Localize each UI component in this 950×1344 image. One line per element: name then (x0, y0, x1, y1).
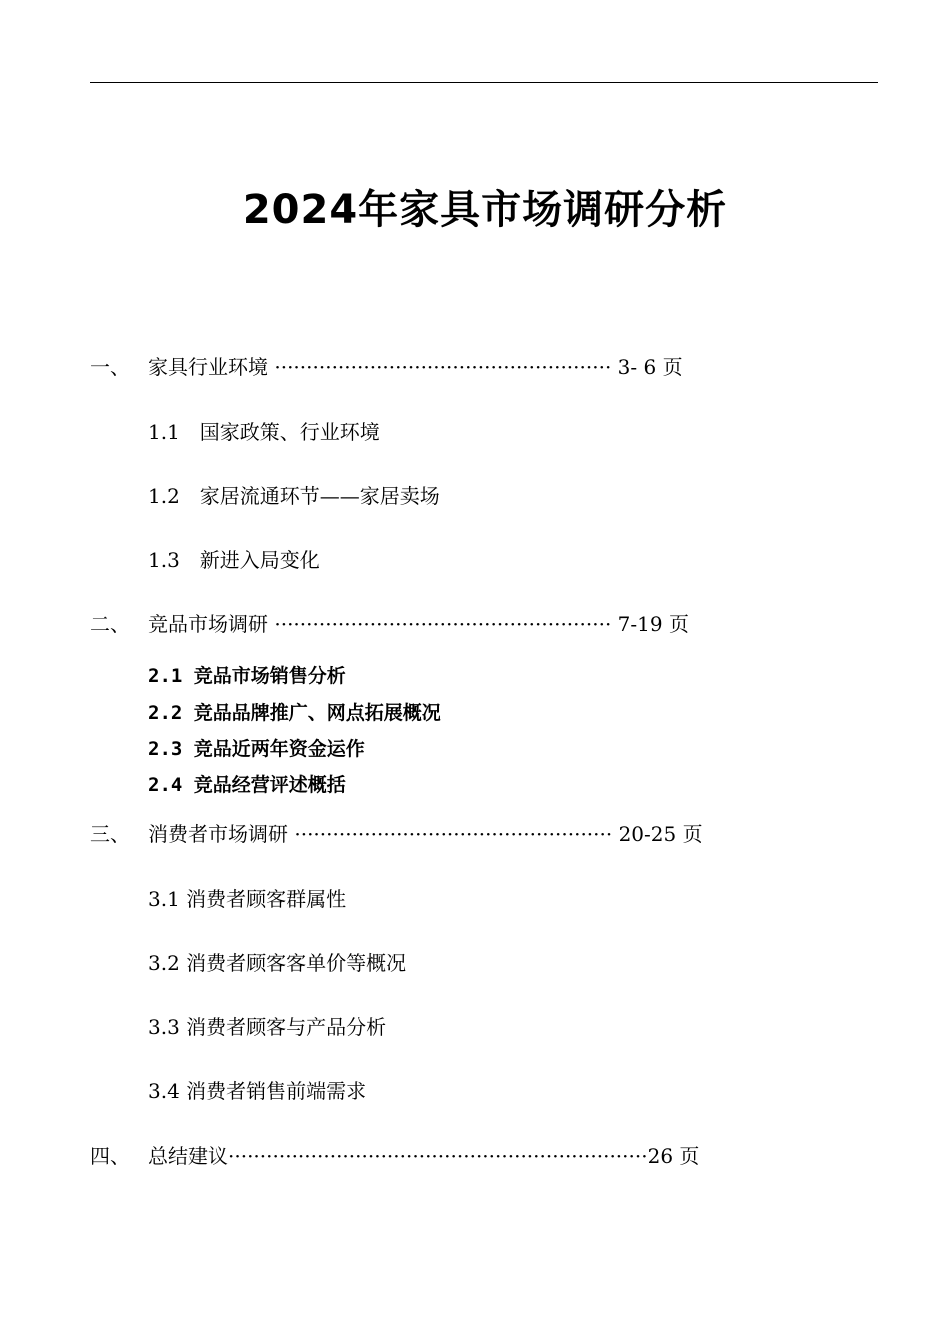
document-title: 2024年家具市场调研分析 (242, 187, 728, 233)
toc-item-3-2: 3.2 消费者顾客客单价等概况 (148, 951, 407, 975)
toc-item-2-4: 2.4 竞品经营评述概括 (148, 774, 346, 796)
toc-section-text: 竞品市场调研 ····················································· 7-19 页 (148, 612, 689, 636)
toc-section-number: 三、 (90, 822, 130, 846)
toc-item-3-1: 3.1 消费者顾客群属性 (148, 887, 347, 911)
toc-item-2-3: 2.3 竞品近两年资金运作 (148, 738, 365, 760)
toc-section-text: 家具行业环境 ····················································· 3- 6 页 (148, 355, 683, 379)
toc-section-text: 消费者市场调研 ·················································· 20-25 页 (148, 822, 703, 846)
toc-section-text: 总结建议··································································26 页 (148, 1144, 700, 1168)
toc-item-2-1: 2.1 竞品市场销售分析 (148, 665, 346, 687)
toc-section-number: 四、 (90, 1144, 130, 1168)
toc-section-number: 二、 (90, 612, 130, 636)
toc-item-2-2: 2.2 竞品品牌推广、网点拓展概况 (148, 702, 441, 724)
toc-item-1-1: 1.1 国家政策、行业环境 (148, 420, 380, 444)
toc-item-1-3: 1.3 新进入局变化 (148, 548, 320, 572)
toc-item-3-4: 3.4 消费者销售前端需求 (148, 1079, 367, 1103)
toc-item-1-2: 1.2 家居流通环节——家居卖场 (148, 484, 440, 508)
header-rule (90, 82, 878, 83)
toc-item-3-3: 3.3 消费者顾客与产品分析 (148, 1015, 387, 1039)
toc-section-number: 一、 (90, 355, 130, 379)
